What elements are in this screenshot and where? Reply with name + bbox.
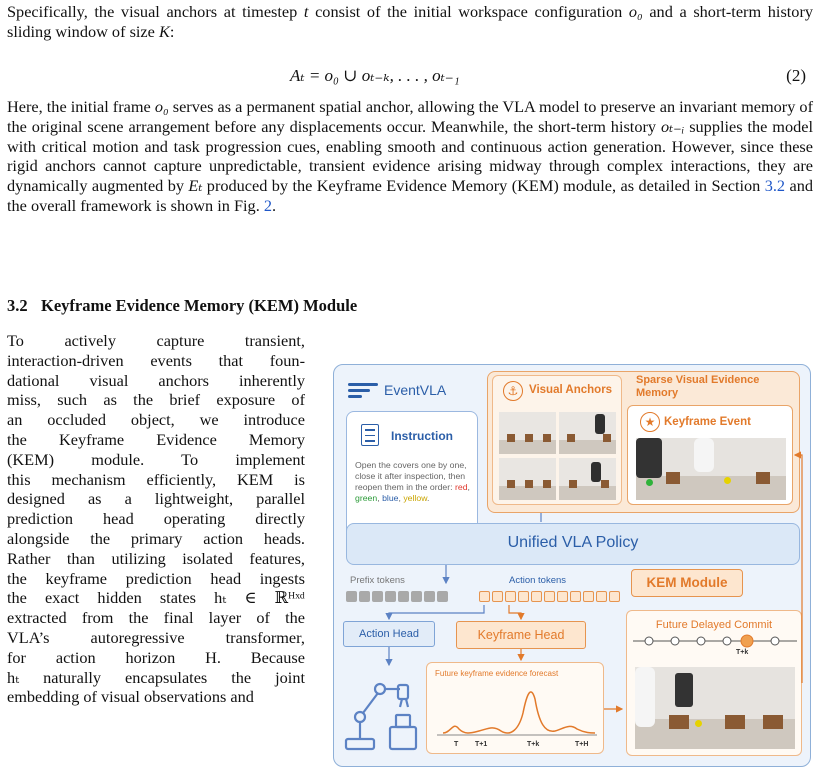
kem-module-label: KEM Module	[631, 569, 743, 597]
forecast-tick: T+H	[575, 741, 589, 748]
instruction-text: Open the covers one by one, close it after inspection, then reopen them in the order: red, green, blue, yellow.	[355, 460, 470, 503]
text-line: prediction head operating directly	[7, 509, 305, 529]
text-line: hₜ naturally encapsulates the joint	[7, 667, 305, 687]
text-line: an occluded object, we introduce	[7, 410, 305, 430]
forecast-tick: T	[454, 741, 459, 748]
text-line: extracted from the final layer of the	[7, 608, 305, 628]
commit-tick-label: T+k	[736, 649, 749, 656]
action-head-box: Action Head	[343, 621, 435, 647]
anchor-icon: ⚓	[503, 381, 523, 401]
action-tokens-label: Action tokens	[509, 575, 567, 586]
visual-anchors-title: Visual Anchors	[529, 384, 613, 396]
eventvla-figure	[333, 364, 811, 767]
forecast-title: Future keyframe evidence forecast	[435, 669, 559, 678]
text-line: embedding of visual observations and	[7, 687, 254, 707]
forecast-tick: T+k	[527, 741, 540, 748]
text-line: miss, such as the brief exposure of	[7, 390, 305, 410]
delayed-commit-title: Future Delayed Commit	[655, 619, 773, 631]
section-title: Keyframe Evidence Memory (KEM) Module	[41, 296, 358, 315]
text-line: the Keyframe Evidence Memory	[7, 429, 305, 449]
section-ref-link[interactable]: 3.2	[764, 176, 786, 196]
text-line: the keyframe prediction head ingests	[7, 568, 305, 588]
text-line: To actively capture transient,	[7, 331, 305, 350]
section-number: 3.2	[7, 296, 28, 315]
figure-ref-link[interactable]: 2	[263, 195, 272, 215]
text-line: this mechanism efficiently, KEM is	[7, 469, 305, 489]
text-line: interaction-driven events that foun-	[7, 350, 305, 370]
keyframe-event-title: Keyframe Event	[664, 416, 751, 428]
text-line: for action horizon H. Because	[7, 647, 305, 667]
logo-text: EventVLA	[384, 382, 447, 398]
text-line: VLA’s autoregressive transformer,	[7, 627, 305, 647]
sparse-memory-title: Sparse Visual Evidence Memory	[636, 374, 760, 399]
text-line: dational visual anchors inherently	[7, 370, 305, 390]
equation-expression: Aₜ = o₀ ∪ oₜ₋ₖ, . . . , oₜ₋₁	[290, 66, 460, 85]
forecast-tick: T+1	[475, 741, 488, 748]
vla-policy-label: Unified VLA Policy	[507, 534, 639, 551]
text-line: Rather than utilizing isolated features,	[7, 548, 305, 568]
instruction-title: Instruction	[391, 429, 453, 443]
left-column-text	[7, 331, 305, 707]
equation-number: (2)	[786, 66, 806, 85]
text-line: designed as a lightweight, parallel	[7, 489, 305, 509]
keyframe-head-box: Keyframe Head	[456, 621, 586, 649]
intro-paragraph: Specifically, the visual anchors at timestep t consist of the initial workspace configuration o₀ and a short-term history sliding window of size K:	[7, 2, 814, 41]
text-line: the exact hidden states hₜ ∈ ℝᴴˣᵈ	[7, 588, 305, 608]
connector-arrows	[334, 365, 810, 766]
anchor-paragraph: Here, the initial frame o₀ serves as a permanent spatial anchor, allowing the VLA model to preserve an invariant memory of the original scene arrangement before any displacements occur. Meanwhile, the short-term history oₜ₋ᵢ supplies the model with critical motion and task progression cues, enabling smooth and continuous action generation. However, since these rigid anchors cannot capture unpredictable, transient evidence arising midway through complex interactions, they are dynamically augmented by Eₜ produced by the Keyframe Evidence Memory (KEM) module, as detailed in Section 3.2 and the overall framework is shown in Fig. 2.	[7, 97, 813, 215]
section-heading	[7, 296, 357, 316]
text-line: (KEM) module. To implement	[7, 449, 305, 469]
prefix-tokens-label: Prefix tokens	[350, 575, 405, 586]
text-line: alongside the primary action heads.	[7, 528, 305, 548]
star-icon: ★	[640, 412, 660, 432]
